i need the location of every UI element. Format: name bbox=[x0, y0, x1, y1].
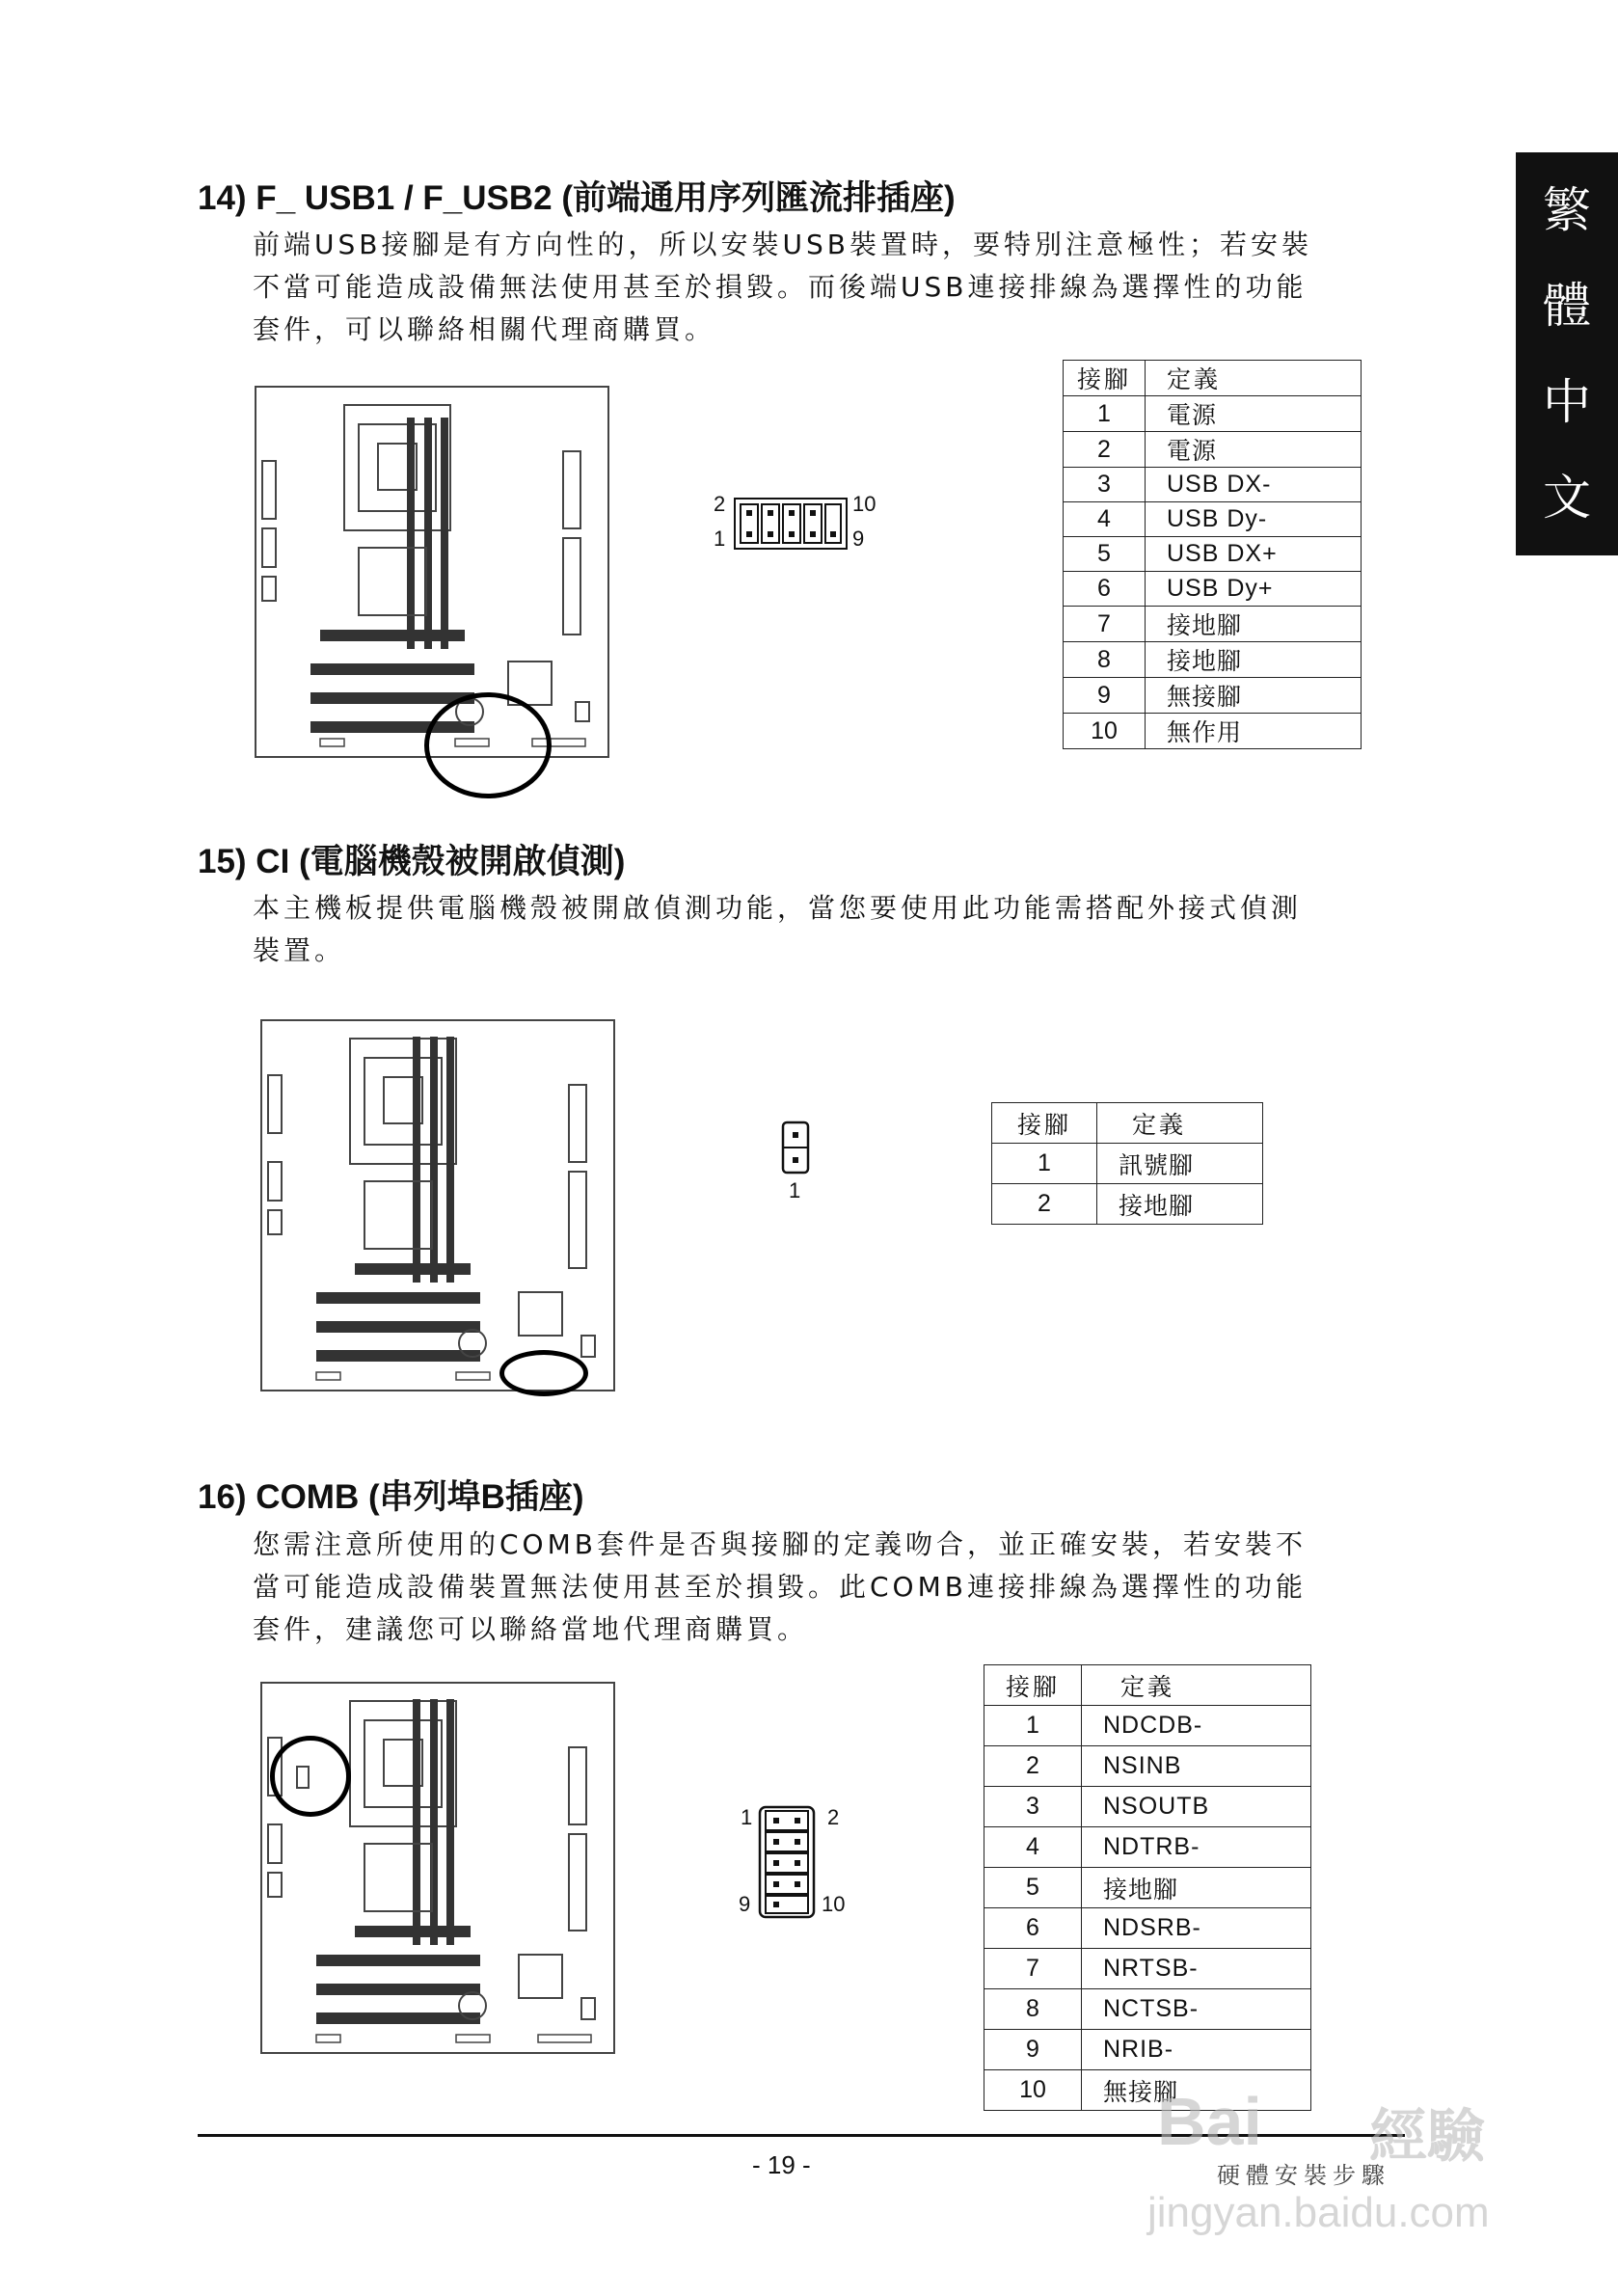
usb-header-pin-diagram bbox=[733, 497, 849, 551]
pin-number: 8 bbox=[984, 1989, 1082, 2030]
watermark-logo: Bai bbox=[1157, 2084, 1262, 2159]
pin-definition: 接地腳 bbox=[1146, 607, 1362, 642]
section-14-text bbox=[253, 224, 1429, 351]
motherboard-diagram-ci bbox=[258, 1017, 617, 1393]
table-row bbox=[1064, 502, 1362, 537]
section-14-heading: 14) F_ USB1 / F_USB2 (前端通用序列匯流排插座) bbox=[198, 179, 956, 217]
pin-number: 5 bbox=[984, 1868, 1082, 1908]
pin-definition: NRTSB- bbox=[1082, 1949, 1311, 1989]
comb-pin-table bbox=[984, 1664, 1311, 2111]
section-16-text bbox=[253, 1524, 1429, 1651]
table-row bbox=[984, 1827, 1311, 1868]
pin-definition: 接地腳 bbox=[1097, 1184, 1263, 1225]
pin-definition: USB DX- bbox=[1146, 468, 1362, 502]
pin-number: 7 bbox=[1064, 607, 1146, 642]
ci-pin-table bbox=[991, 1102, 1263, 1225]
pin-definition: 無接腳 bbox=[1082, 2070, 1311, 2111]
pin-definition: NSOUTB bbox=[1082, 1787, 1311, 1827]
section-16-heading: 16) COMB (串列埠B插座) bbox=[198, 1478, 584, 1516]
table-row bbox=[984, 1949, 1311, 1989]
table-row bbox=[992, 1144, 1263, 1184]
comb-header-pin-diagram bbox=[758, 1805, 816, 1919]
table-header-cell: 接腳 bbox=[992, 1103, 1097, 1144]
pin-definition: USB Dy+ bbox=[1146, 572, 1362, 607]
pin-number: 10 bbox=[984, 2070, 1082, 2111]
pin-number: 1 bbox=[1064, 396, 1146, 432]
pin-number: 8 bbox=[1064, 642, 1146, 678]
page-number: - 19 - bbox=[752, 2150, 811, 2179]
pin-number: 2 bbox=[992, 1184, 1097, 1225]
table-row bbox=[1064, 678, 1362, 714]
pin-definition: 電源 bbox=[1146, 396, 1362, 432]
table-row bbox=[1064, 432, 1362, 468]
table-row bbox=[992, 1184, 1263, 1225]
language-tab bbox=[1516, 152, 1618, 555]
table-row bbox=[1064, 714, 1362, 749]
pin-number: 1 bbox=[984, 1706, 1082, 1746]
pin-number: 3 bbox=[984, 1787, 1082, 1827]
pin-definition: NCTSB- bbox=[1082, 1989, 1311, 2030]
pin-definition: NRIB- bbox=[1082, 2030, 1311, 2070]
table-header-cell: 定義 bbox=[1146, 361, 1362, 396]
table-row bbox=[1064, 607, 1362, 642]
pin-label: 1 bbox=[714, 527, 726, 551]
pin-label: 2 bbox=[714, 492, 726, 516]
pin-number: 6 bbox=[1064, 572, 1146, 607]
text-line: 前端USB接腳是有方向性的，所以安裝USB裝置時，要特別注意極性；若安裝 bbox=[253, 229, 1312, 260]
table-row bbox=[984, 1908, 1311, 1949]
table-row bbox=[984, 2030, 1311, 2070]
pin-definition: 電源 bbox=[1146, 432, 1362, 468]
table-header-row bbox=[984, 1665, 1311, 1706]
pin-number: 2 bbox=[1064, 432, 1146, 468]
pin-number: 10 bbox=[1064, 714, 1146, 749]
pin-label: 9 bbox=[739, 1892, 751, 1916]
language-tab-char: 文 bbox=[1543, 470, 1591, 527]
table-row bbox=[1064, 537, 1362, 572]
pin-label: 2 bbox=[827, 1805, 840, 1829]
text-line: 套件，可以聯絡相關代理商購買。 bbox=[253, 313, 716, 345]
pin-definition: NDTRB- bbox=[1082, 1827, 1311, 1868]
language-tab-char: 中 bbox=[1543, 373, 1591, 430]
text-line: 裝置。 bbox=[253, 934, 346, 966]
text-line: 您需注意所使用的COMB套件是否與接腳的定義吻合，並正確安裝，若安裝不 bbox=[253, 1528, 1307, 1560]
pin-number: 9 bbox=[984, 2030, 1082, 2070]
table-row bbox=[984, 1746, 1311, 1787]
pin-number: 2 bbox=[984, 1746, 1082, 1787]
pin-number: 4 bbox=[1064, 502, 1146, 537]
pin-definition: NDSRB- bbox=[1082, 1908, 1311, 1949]
pin-definition: 接地腳 bbox=[1082, 1868, 1311, 1908]
table-row bbox=[1064, 572, 1362, 607]
table-header-cell: 定義 bbox=[1097, 1103, 1263, 1144]
pin-label: 10 bbox=[822, 1892, 846, 1916]
pin-number: 4 bbox=[984, 1827, 1082, 1868]
text-line: 套件，建議您可以聯絡當地代理商購買。 bbox=[253, 1613, 809, 1645]
table-row bbox=[1064, 642, 1362, 678]
table-row bbox=[984, 1787, 1311, 1827]
pin-label: 1 bbox=[789, 1178, 801, 1202]
pin-definition: USB DX+ bbox=[1146, 537, 1362, 572]
table-row bbox=[984, 1989, 1311, 2030]
table-header-row bbox=[1064, 361, 1362, 396]
pin-label: 10 bbox=[852, 492, 876, 516]
table-row bbox=[1064, 396, 1362, 432]
pin-number: 6 bbox=[984, 1908, 1082, 1949]
pin-definition: 無接腳 bbox=[1146, 678, 1362, 714]
language-tab-char: 體 bbox=[1543, 278, 1591, 335]
pin-definition: 訊號腳 bbox=[1097, 1144, 1263, 1184]
pin-number: 7 bbox=[984, 1949, 1082, 1989]
table-header-cell: 接腳 bbox=[984, 1665, 1082, 1706]
text-line: 不當可能造成設備無法使用甚至於損毀。而後端USB連接排線為選擇性的功能 bbox=[253, 271, 1308, 303]
pin-label: 1 bbox=[741, 1805, 753, 1829]
table-header-row bbox=[992, 1103, 1263, 1144]
pin-number: 3 bbox=[1064, 468, 1146, 502]
pin-number: 1 bbox=[992, 1144, 1097, 1184]
table-header-cell: 定義 bbox=[1082, 1665, 1311, 1706]
highlight-circle bbox=[270, 1736, 351, 1817]
pin-definition: NSINB bbox=[1082, 1746, 1311, 1787]
pin-number: 9 bbox=[1064, 678, 1146, 714]
ci-header-pin-diagram bbox=[781, 1121, 810, 1175]
text-line: 當可能造成設備裝置無法使用甚至於損毀。此COMB連接排線為選擇性的功能 bbox=[253, 1571, 1307, 1603]
motherboard-diagram-usb bbox=[253, 384, 611, 760]
language-tab-char: 繁 bbox=[1543, 181, 1591, 238]
watermark-url: jingyan.baidu.com bbox=[1147, 2189, 1490, 2236]
watermark-logo-text: 經驗 bbox=[1369, 2104, 1485, 2169]
table-header-cell: 接腳 bbox=[1064, 361, 1146, 396]
pin-definition: 接地腳 bbox=[1146, 642, 1362, 678]
pin-number: 5 bbox=[1064, 537, 1146, 572]
highlight-circle bbox=[499, 1350, 588, 1396]
section-15-text bbox=[253, 887, 1429, 972]
pin-label: 9 bbox=[852, 527, 865, 551]
highlight-circle bbox=[424, 692, 552, 798]
section-15-heading: 15) CI (電腦機殼被開啟偵測) bbox=[198, 843, 626, 880]
text-line: 本主機板提供電腦機殼被開啟偵測功能，當您要使用此功能需搭配外接式偵測 bbox=[253, 892, 1303, 924]
pin-definition: USB Dy- bbox=[1146, 502, 1362, 537]
footer-section-title: 硬體安裝步驟 bbox=[1217, 2162, 1390, 2189]
pin-definition: 無作用 bbox=[1146, 714, 1362, 749]
pin-definition: NDCDB- bbox=[1082, 1706, 1311, 1746]
table-row bbox=[984, 1706, 1311, 1746]
table-row bbox=[984, 1868, 1311, 1908]
table-row bbox=[1064, 468, 1362, 502]
usb-pin-table bbox=[1063, 360, 1362, 749]
